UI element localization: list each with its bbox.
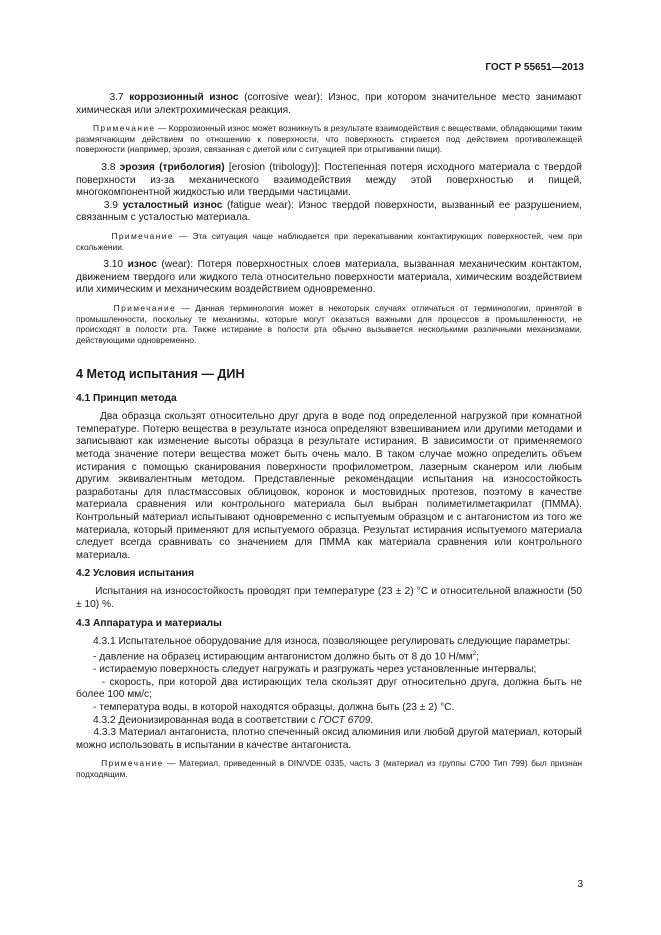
note-label: Примечание [101, 758, 164, 769]
paragraph-punct: . [370, 714, 374, 726]
paragraph-4-1 [76, 411, 582, 562]
paragraph-4-3-1 [76, 636, 582, 649]
term-definition: [erosion (tribology)]: Постепенная потеря исходного материала с твердой поверхности из-за механического взаимодействия между этой поверхностью и пищей, многокомпонентной жидкостью или твердыми частицами. [76, 161, 582, 199]
term-definition: (fatigue wear): Износ твердой поверхности, вызванный ее разрушением, связанным с усталостью материала. [76, 199, 582, 224]
term-number: 3.8 [101, 161, 116, 173]
paragraph-4-2 [76, 586, 582, 611]
note-label: Примечание [93, 123, 156, 134]
page-body [76, 92, 582, 787]
term-name: износ [127, 259, 157, 271]
note-3-7 [76, 123, 582, 155]
term-number: 3.9 [103, 199, 118, 211]
paragraph-4-3-3 [76, 727, 582, 752]
term-number: 3.7 [109, 92, 124, 103]
list-item-text: - истираемую поверхность следует нагружать и разгружать через установленные интервалы; [92, 664, 537, 676]
list-item-loading [76, 664, 582, 677]
list-item-pressure [76, 648, 582, 664]
page-number: 3 [577, 879, 583, 890]
paragraph-text: 4.3.3 Материал антагониста, плотно спеченный оксид алюминия или любой другой материал, который можно использовать в испытании в качестве антагониста. [76, 727, 582, 751]
paragraph-4-3-2 [76, 715, 582, 728]
term-definition: (wear): Потеря поверхностных слоев материала, вызванная механическим контактом, движением твердого или жидкого тела относительно поверхности материала, химическим воздействием или химическим и механическим воздействием одновременно. [76, 259, 582, 296]
paragraph-text: Испытания на износостойкость проводят при температуре (23 ± 2) °С и относительной влажности (50 ± 10) %. [76, 586, 582, 610]
paragraph-text: Два образца скользят относительно друг друга в воде под определенной нагрузкой при комнатной температуре. Потерю вещества в результате износа определяют взвешиванием или другими методами и записывают как изменение высоты образца в результате истирания. В зависимости от применяемого метода значение потери вещества может быть очень мало. В таком случае можно определить объем истирания с помощью сканирования поверхности профилометром, лазерным сканером или любым другим эквивалентным методом. Представленные рекомендации испытания на износостойкость разработаны для пластмассовых облицовок, коронок и мостовидных протезов, поэтому в качестве материала сравнения или контрольного материала был выбран полиметилметакрилат (ПММА). Контрольный материал испытывают одновременно с испытуемым образцом и с антагонистом из того же материала, который применяют для испытуемого образца. Результат истирания испытуемого материала следует всегда сравнивать со значением для ПММА как материала сравнения или контрольного материала. [76, 411, 582, 561]
note-label: Примечание [113, 302, 177, 313]
subsection-4-2-heading: 4.2 Условия испытания [76, 568, 195, 580]
term-name: усталостный износ [122, 199, 223, 211]
term-number: 3.10 [103, 259, 124, 271]
note-3-10 [76, 303, 582, 345]
term-definition: (corrosive wear): Износ, при котором значительное место занимают химическая или электрохимическая реакция. [76, 92, 583, 116]
note-text: — Коррозионный износ может возникнуть в результате взаимодействия с веществами, обладающими таким размягчающим действием по отношению к поверхности, что поверхность стирается под действием противолежащей поверхности (например, эрозия, связанная с диетой или с ситуацией при отрыгивании пищи). [76, 123, 582, 155]
section-4-heading: 4 Метод испытания — ДИН [76, 367, 245, 382]
superscript: 2 [472, 651, 477, 658]
list-item-temperature [76, 702, 582, 715]
paragraph-text: 4.3.2 Деионизированная вода в соответствии с [92, 714, 319, 726]
note-text: — Данная терминология может в некоторых случаях отличаться от терминологии, принятой в промышленности, поскольку те механизмы, которые могут оказаться важными для процессов в промышленности, не происходят в полости рта. Также истирание в полости рта обычно вызывается несколькими различными механизмами, действующими одновременно. [76, 302, 582, 345]
subsection-4-3-heading: 4.3 Аппаратура и материалы [76, 617, 222, 629]
note-3-9 [76, 231, 582, 252]
term-3-9 [76, 200, 582, 225]
list-item-text: - скорость, при которой два истирающих тела скользят друг относительно друга, должна быть не более 100 мм/с; [76, 676, 582, 701]
standard-reference: ГОСТ 6709 [318, 714, 371, 726]
term-3-8 [76, 162, 582, 200]
subsection-4-1-heading: 4.1 Принцип метода [76, 393, 177, 405]
list-item-speed [76, 677, 582, 702]
term-name: коррозионный износ [129, 92, 239, 103]
note-4-3 [76, 758, 582, 779]
standard-id: ГОСТ Р 55651—2013 [485, 62, 584, 73]
list-item-text: - давление на образец истирающим антагонистом должно быть от 8 до 10 Н/мм [92, 651, 473, 663]
term-name: эрозия (трибология) [119, 161, 225, 173]
list-item-punct: ; [476, 651, 479, 663]
paragraph-text: 4.3.1 Испытательное оборудование для износа, позволяющее регулировать следующие параметры: [92, 635, 571, 647]
note-label: Примечание [111, 230, 174, 241]
note-text: — Материал, приведенный в DIN/VDE 0335, часть 3 (материал из группы С700 Тип 799) был признан подходящим. [76, 758, 583, 779]
note-text: — Эта ситуация чаще наблюдается при перекатывании контактирующих поверхностей, чем при скольжении. [76, 230, 582, 252]
term-3-10 [76, 259, 582, 297]
term-3-7 [76, 92, 582, 117]
list-item-text: - температура воды, в которой находятся образцы, должна быть (23 ± 2) °С. [92, 701, 455, 713]
